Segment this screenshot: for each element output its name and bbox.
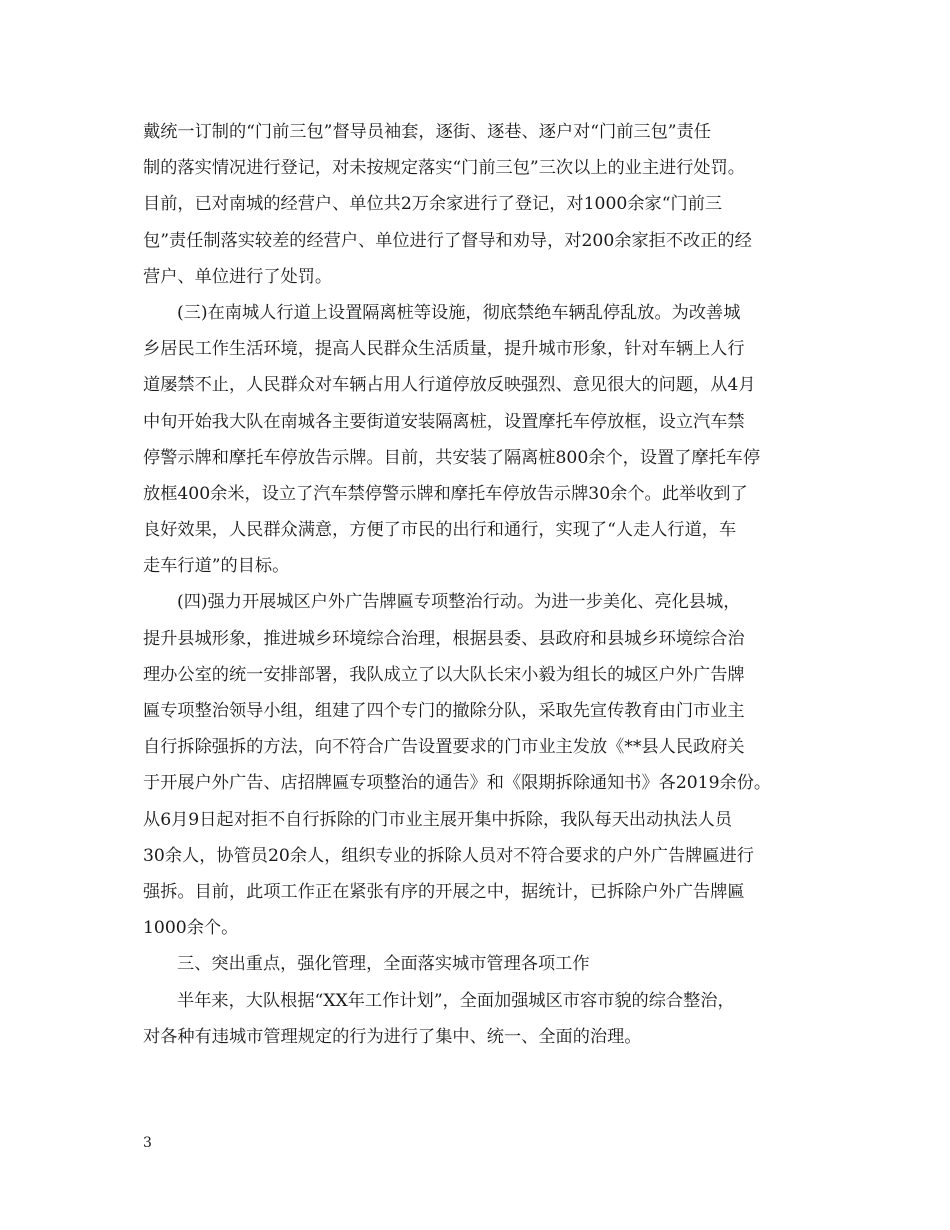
text-line: 30余人，协管员20余人，组织专业的拆除人员对不符合要求的户外广告牌匾进行 <box>143 845 754 866</box>
text-line: 自行拆除强拆的方法，向不符合广告设置要求的门市业主发放《**县人民政府关 <box>143 737 745 758</box>
text-line: 道屡禁不止，人民群众对车辆占用人行道停放反映强烈、意见很大的问题，从4月 <box>143 375 756 396</box>
text-line: 乡居民工作生活环境，提高人民群众生活质量，提升城市形象，针对车辆上人行 <box>143 339 745 360</box>
page-number: 3 <box>143 1135 152 1151</box>
text-line: 理办公室的统一安排部署，我队成立了以大队长宋小毅为组长的城区户外广告牌 <box>143 664 745 685</box>
text-line: 于开展户外广告、店招牌匾专项整治的通告》和《限期拆除通知书》各2019余份。 <box>143 773 772 794</box>
text-line: 戴统一订制的“门前三包”督导员袖套，逐街、逐巷、逐户对“门前三包”责任 <box>143 122 711 142</box>
text-line: 提升县城形象，推进城乡环境综合治理，根据县委、县政府和县城乡环境综合治 <box>143 628 745 649</box>
text-line: 制的落实情况进行登记，对未按规定落实“门前三包”三次以上的业主进行处罚。 <box>143 158 745 179</box>
text-line: 半年来，大队根据“XX年工作计划”，全面加强城区市容市貌的综合整治， <box>177 990 735 1011</box>
text-line: 三、突出重点，强化管理，全面落实城市管理各项工作 <box>177 954 590 975</box>
text-line: 强拆。目前，此项工作正在紧张有序的开展之中，据统计，已拆除户外广告牌匾 <box>143 881 745 902</box>
text-line: 放框400余米，设立了汽车禁停警示牌和摩托车停放告示牌30余个。此举收到了 <box>143 483 748 504</box>
text-line: 营户、单位进行了处罚。 <box>143 266 333 287</box>
text-line: (三)在南城人行道上设置隔离桩等设施，彻底禁绝车辆乱停乱放。为改善城 <box>177 302 741 323</box>
text-line: 对各种有违城市管理规定的行为进行了集中、统一、全面的治理。 <box>143 1026 642 1047</box>
text-line: 中旬开始我大队在南城各主要街道安装隔离桩，设置摩托车停放框，设立汽车禁 <box>143 411 745 432</box>
text-line: 停警示牌和摩托车停放告示牌。目前，共安装了隔离桩800余个，设置了摩托车停 <box>143 447 761 468</box>
text-line: 包”责任制落实较差的经营户、单位进行了督导和劝导，对200余家拒不改正的经 <box>143 230 752 251</box>
text-line: 匾专项整治领导小组，组建了四个专门的撤除分队，采取先宣传教育由门市业主 <box>143 701 745 721</box>
text-line: 1000余个。 <box>143 918 239 939</box>
text-line: 从6月9日起对拒不自行拆除的门市业主展开集中拆除，我队每天出动执法人员 <box>143 809 733 830</box>
text-line: 良好效果，人民群众满意，方便了市民的出行和通行，实现了“人走人行道，车 <box>143 520 737 541</box>
text-line: 目前，已对南城的经营户、单位共2万余家进行了登记，对1000余家“门前三 <box>143 194 723 215</box>
text-line: (四)强力开展城区户外广告牌匾专项整治行动。为进一步美化、亮化县城， <box>177 592 741 613</box>
body-text <box>143 114 811 1055</box>
text-line: 走车行道”的目标。 <box>143 556 290 577</box>
